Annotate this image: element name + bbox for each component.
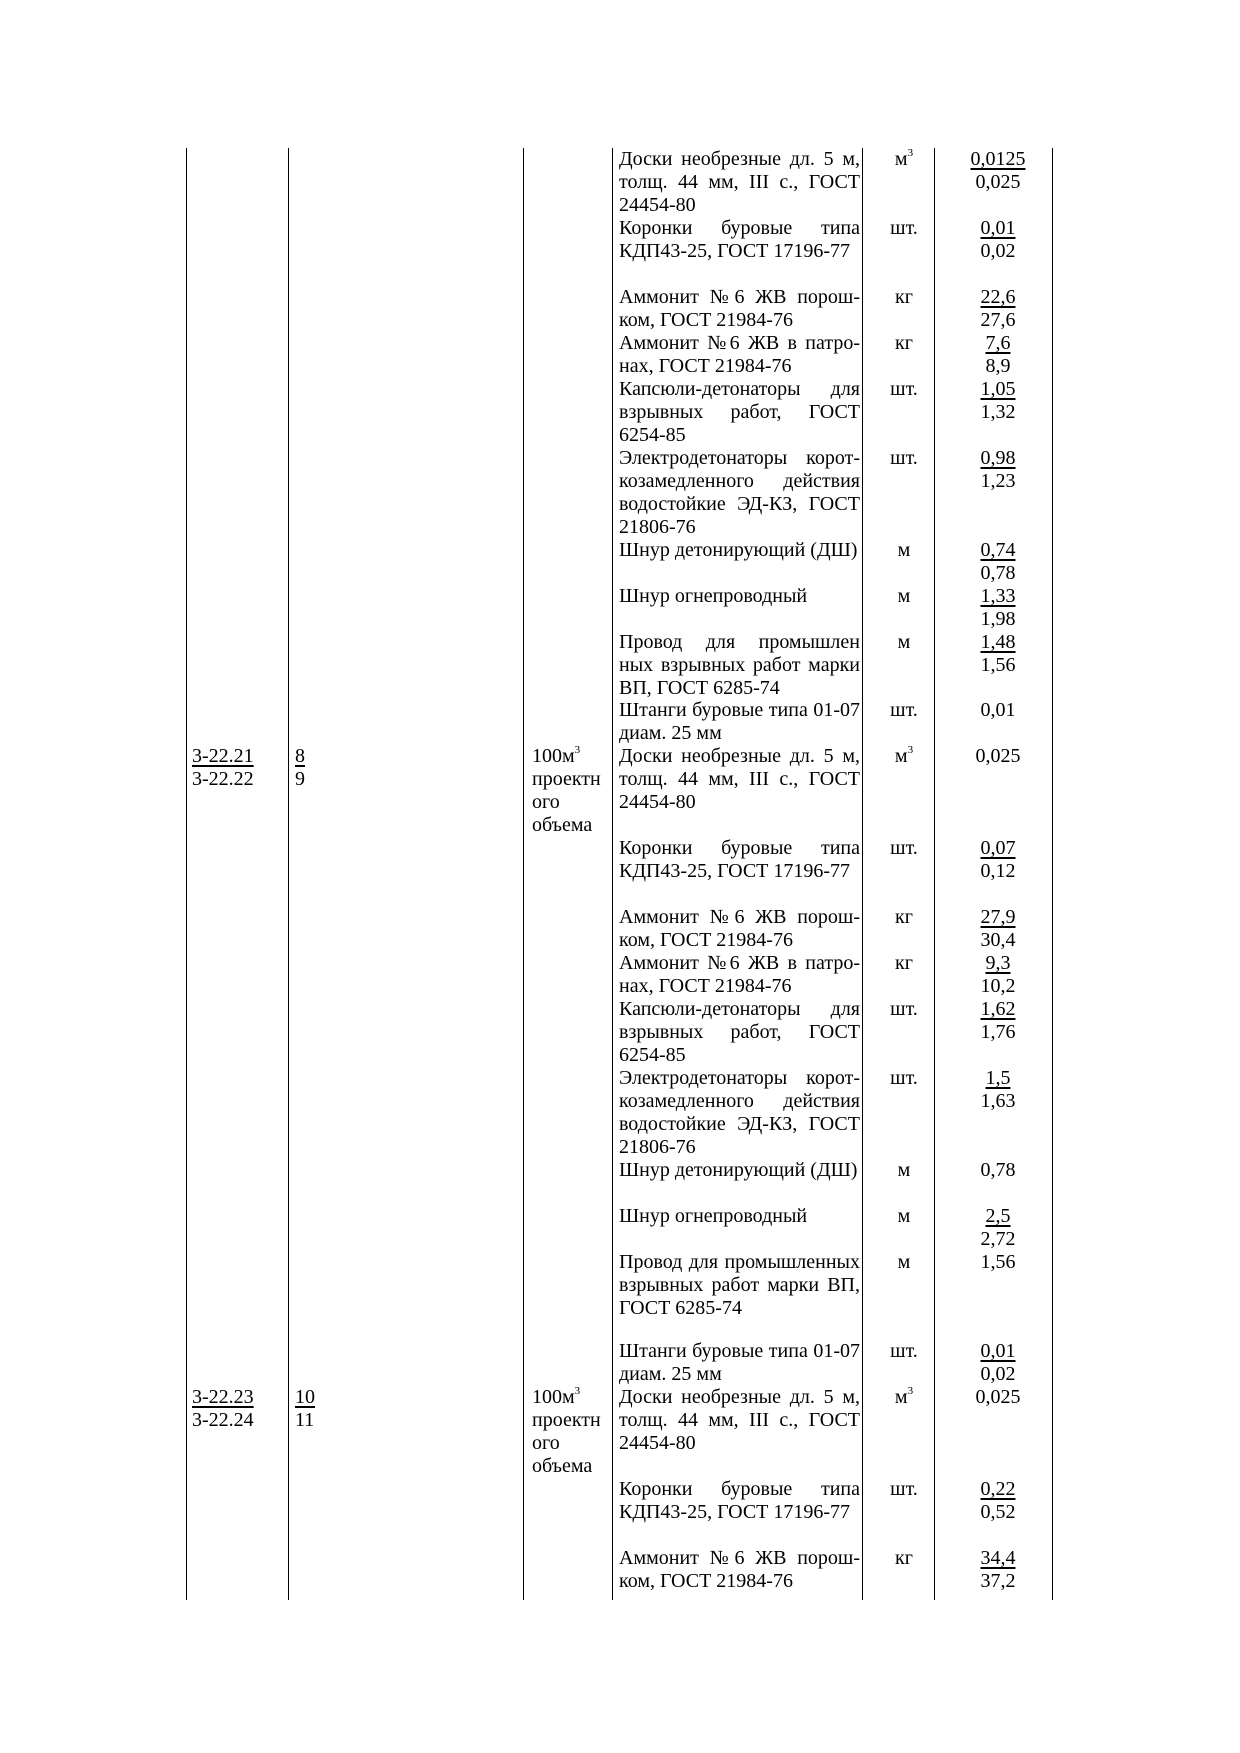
measure-unit-line: ого — [532, 1432, 560, 1454]
material-quantity: 0,22 0,52 — [980, 1478, 1016, 1523]
material-quantity: 0,01 — [980, 699, 1016, 721]
material-quantity: 0,01 0,02 — [980, 217, 1016, 262]
material-name: Провод для промышлен ных взрывных работ марки ВП, ГОСТ 6285-74 — [619, 631, 860, 699]
material-name: Электродетонаторы корот-козамедленного действия водостойкие ЭД-КЗ, ГОСТ 21806-76 — [619, 447, 860, 538]
material-name: Капсюли-детонаторы для взрывных работ, ГОСТ 6254-85 — [619, 998, 860, 1066]
material-name: Аммонит №6 ЖВ в патро-нах, ГОСТ 21984-76 — [619, 952, 860, 997]
material-quantity: 1,62 1,76 — [980, 998, 1016, 1043]
material-unit: шт. — [890, 1067, 918, 1089]
table-number-group — [295, 745, 305, 791]
material-unit: м — [897, 539, 911, 561]
material-name: Аммонит №6 ЖВ в патро-нах, ГОСТ 21984-76 — [619, 332, 860, 377]
material-unit: кг — [895, 332, 913, 354]
material-unit: м — [897, 1159, 911, 1181]
column-rule — [523, 148, 524, 1600]
material-unit: кг — [895, 286, 913, 308]
column-rule — [612, 148, 613, 1600]
measure-unit-text: 100м — [532, 1386, 575, 1408]
material-unit: шт. — [890, 699, 918, 721]
table-number-group — [295, 1386, 315, 1432]
material-quantity: 7,6 8,9 — [985, 332, 1011, 377]
material-unit: шт. — [890, 447, 918, 469]
material-name: Шнур детонирующий (ДШ) — [619, 539, 858, 561]
material-unit: кг — [895, 906, 913, 928]
table-number-primary: 8 — [295, 745, 305, 767]
column-rule — [862, 148, 863, 1600]
material-unit: шт. — [890, 998, 918, 1020]
measure-unit-line: ого — [532, 791, 560, 813]
material-unit: шт. — [890, 837, 918, 859]
material-quantity: 1,48 1,56 — [980, 631, 1016, 676]
measure-unit-text: 100м — [532, 745, 575, 767]
measure-unit-group — [532, 745, 601, 837]
material-name: Шнур огнепроводный — [619, 1205, 808, 1227]
material-name: Капсюли-детонаторы для взрывных работ, ГОСТ 6254-85 — [619, 378, 860, 446]
measure-unit-line: проектн — [532, 768, 601, 790]
material-quantity: 2,5 2,72 — [980, 1205, 1016, 1250]
material-name: Аммонит №6 ЖВ порош-ком, ГОСТ 21984-76 — [619, 906, 860, 951]
material-unit: шт. — [890, 1478, 918, 1500]
material-quantity: 0,07 0,12 — [980, 837, 1016, 882]
measure-unit-line: объема — [532, 1455, 593, 1477]
material-quantity: 34,4 37,2 — [980, 1547, 1016, 1592]
norm-code-secondary: 3-22.22 — [192, 768, 254, 790]
material-name: Штанги буровые типа 01-07 диам. 25 мм — [619, 699, 860, 744]
material-unit: $м^3$ — [894, 147, 914, 170]
column-rule — [934, 148, 935, 1600]
norm-code-group — [192, 1386, 254, 1432]
material-unit: шт. — [890, 378, 918, 400]
measure-unit-line: объема — [532, 814, 593, 836]
material-unit: шт. — [890, 1340, 918, 1362]
material-name: Аммонит №6 ЖВ порош-ком, ГОСТ 21984-76 — [619, 286, 860, 331]
material-name: Доски необрезные дл. 5 м, толщ. 44 мм, III с., ГОСТ 24454-80 — [619, 1386, 860, 1454]
material-unit: $м^3$ — [894, 744, 914, 767]
norm-code-primary: 3-22.21 — [192, 745, 254, 767]
material-quantity: 1,5 1,63 — [980, 1067, 1016, 1112]
material-unit: кг — [895, 952, 913, 974]
table-number-secondary: 11 — [295, 1409, 315, 1431]
measure-unit-line: проектн — [532, 1409, 601, 1431]
material-quantity: 1,56 — [980, 1251, 1016, 1273]
material-quantity: 1,33 1,98 — [980, 585, 1016, 630]
material-quantity: 9,3 10,2 — [980, 952, 1016, 997]
material-quantity: 27,9 30,4 — [980, 906, 1016, 951]
material-name: Аммонит №6 ЖВ порош-ком, ГОСТ 21984-76 — [619, 1547, 860, 1592]
column-rule — [1052, 148, 1053, 1600]
material-quantity: 0,025 — [975, 1386, 1021, 1408]
material-quantity: 0,025 — [975, 745, 1021, 767]
material-quantity: 0,0125 0,025 — [970, 148, 1026, 193]
material-name: Коронки буровые типа КДП43-25, ГОСТ 17196-77 — [619, 217, 860, 262]
material-quantity: 22,6 27,6 — [980, 286, 1016, 331]
material-unit: м — [897, 1205, 911, 1227]
material-quantity: 0,98 1,23 — [980, 447, 1016, 492]
material-quantity: 0,78 — [980, 1159, 1016, 1181]
material-name: Шнур детонирующий (ДШ) — [619, 1159, 858, 1181]
material-unit: м — [897, 1251, 911, 1273]
material-name: Доски необрезные дл. 5 м, толщ. 44 мм, III с., ГОСТ 24454-80 — [619, 148, 860, 216]
measure-unit-sup: 3 — [574, 744, 581, 757]
material-quantity: 1,05 1,32 — [980, 378, 1016, 423]
material-unit: $м^3$ — [894, 1385, 914, 1408]
material-unit: кг — [895, 1547, 913, 1569]
column-rule — [186, 148, 187, 1600]
measure-unit-group — [532, 1386, 601, 1478]
norm-code-primary: 3-22.23 — [192, 1386, 254, 1408]
material-name: Штанги буровые типа 01-07 диам. 25 мм — [619, 1340, 860, 1385]
column-rule — [288, 148, 289, 1600]
material-name: Электродетонаторы корот-козамедленного действия водостойкие ЭД-КЗ, ГОСТ 21806-76 — [619, 1067, 860, 1158]
material-name: Шнур огнепроводный — [619, 585, 808, 607]
material-name: Коронки буровые типа КДП43-25, ГОСТ 17196-77 — [619, 837, 860, 882]
material-name: Провод для промышленных взрывных работ марки ВП, ГОСТ 6285-74 — [619, 1251, 860, 1319]
material-unit: м — [897, 631, 911, 653]
material-name: Доски необрезные дл. 5 м, толщ. 44 мм, III с., ГОСТ 24454-80 — [619, 745, 860, 813]
material-unit: м — [897, 585, 911, 607]
norm-code-secondary: 3-22.24 — [192, 1409, 254, 1431]
material-quantity: 0,74 0,78 — [980, 539, 1016, 584]
table-number-secondary: 9 — [295, 768, 305, 790]
table-number-primary: 10 — [295, 1386, 315, 1408]
material-quantity: 0,01 0,02 — [980, 1340, 1016, 1385]
material-name: Коронки буровые типа КДП43-25, ГОСТ 17196-77 — [619, 1478, 860, 1523]
measure-unit-sup: 3 — [574, 1385, 581, 1398]
norm-code-group — [192, 745, 254, 791]
material-unit: шт. — [890, 217, 918, 239]
